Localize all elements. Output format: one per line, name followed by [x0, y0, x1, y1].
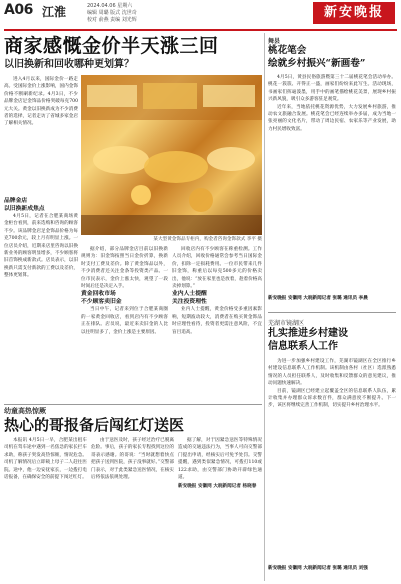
right-story-1-subtitle: 绘就乡村振兴“新画卷” — [268, 58, 366, 69]
right-story-2-title: 扎实推进乡村建设 — [268, 328, 348, 339]
right-story-1-body — [268, 74, 396, 294]
date-line-2: 编辑 周璐 版式 沈世奇 — [87, 10, 137, 16]
right-story-2-body — [268, 358, 396, 564]
feature-byline: 新安晚报 安徽网 大皖新闻记者 杨晓春 — [178, 484, 257, 490]
right-paragraph: 近年来，当地依托桃花资源优势，大力发展乡村旅游，推动农文旅融合发展。桃花笔会已经连续举办多届，成为当地一张亮丽的文化名片，带动了周边民宿、农家乐等产业发展，助力村民增收致富。 — [268, 104, 396, 132]
masthead — [0, 0, 401, 34]
lead-paragraph: 业内人士提醒，黄金价格受多重因素影响，短期波动较大，消费者在购买黄金饰品时应理性看待，投资者更需注意风险，不宜盲目追高。 — [172, 307, 262, 335]
column-divider — [264, 33, 265, 581]
feature-paragraph: 由于送医及时，孩子经过治疗已脱离危险。事后，孩子的家长专程找到这位的哥表示感谢。的哥说：“当时就想着快点把孩子送到医院，孩子没事就好。”交警部门表示，对于此类紧急送医情况，在核实后将依法依规处理。 — [91, 438, 174, 481]
lead-paragraph: 4月5日，记者在合肥某商场黄金柜台看到，前来选购和咨询的顾客不少。该品牌金店足金饰品价格为每克700余元，较上月有明显上涨。一位店员介绍，近期来店里咨询以旧换新业务的顾客明显增多，不少顾客将旧首饰换成新款式。店员表示，以旧换新只需支付新款的工费以及差价，整体更划算。 — [4, 214, 78, 279]
right-story-1-title: 桃花笔会 — [268, 45, 307, 56]
section-separator — [4, 404, 262, 405]
lead-paragraph: 进入4月以来，国际金价一路走高。受国际金价上涨影响，国内金饰价格不断刷新纪录。4月3日，不少品牌金店足金饰品价格突破每克700元大关。黄金以旧换新成为不少消费者的选择，记者走访了省城多家金店了解相关情况。 — [4, 77, 78, 127]
lead-subheading: 黄金回收市场 — [81, 291, 116, 298]
date-line-1: 2024.04.06 星期六 — [87, 3, 133, 9]
right-story-2-subtitle: 信息联系人工作 — [268, 341, 338, 352]
feature-column-3 — [178, 437, 262, 582]
lead-column-2 — [81, 246, 168, 404]
lead-paragraph: 回收店内有不少顾客在称重检测。工作人员介绍，回收价格通常会参考当日国际金价，扣除一定损耗费用。一位市民带来几件旧金饰，称重后以每克500多元的价格卖出，他说：“放在家里也是放着，趁着价格高卖掉划算。” — [172, 247, 262, 290]
feature-headline: 热心的哥报备后闯红灯送医 — [4, 416, 185, 434]
feature-paragraph: 据了解，对于因紧急送医等特殊情况造成的交通违法行为，当事人可向交警部门提出申请，经核实后可免予处罚。交警提醒，遇到类似紧急情况，可拨打110或122求助，由交警部门协助开辟绿色通道。 — [178, 438, 262, 481]
top-rule — [4, 29, 397, 31]
gold-jewelry-photo — [81, 75, 262, 235]
right-paragraph: 4月5日，黄县民俗旅游暨第三十二届桃花笔会活动举办。桃花一簇簇、开得正一盛，画家们纷纷来此写生。活动现场，书画家们挥毫泼墨，用手中的画笔描绘桃花美景，展现乡村振兴新风貌，吸引众多游客驻足观赏。 — [268, 75, 396, 103]
feature-kicker: 幼童高热惊厥 — [4, 406, 46, 415]
right-story-2-byline: 新安晚报 安徽网 大皖新闻记者 张璐 通讯员 刘强 — [268, 566, 368, 571]
lead-subheading: 业内人士提醒 — [172, 291, 207, 298]
lead-headline: 商家感慨金价半天涨三回 — [4, 35, 219, 57]
lead-column-1-sub — [4, 197, 78, 405]
lead-subheading: 品牌金店 — [4, 198, 28, 204]
feature-column-1 — [4, 437, 87, 582]
lead-subheading-2: 以旧换新成焦点 — [4, 206, 45, 212]
feature-paragraph: 本报讯 4月5日一早，合肥某出租车司机在驾车途中遇到一名焦急的家长拦车求助，称孩子突发高热惊厥，情况危急。司机了解情况后立即载上母子二人赶往医院。途中，他一边安抚家长，一边拨打电话报备，在确保安全的前提下闯过红灯。 — [4, 438, 87, 481]
date-line-3: 校对 俞燕 责编 刘光辉 — [87, 17, 137, 23]
lead-subhead: 以旧换新和回收哪种更划算？ — [4, 59, 134, 70]
feature-column-2 — [91, 437, 174, 582]
lead-paragraph: 当日中午，记者来到位于合肥某商圈的一家黄金回收店，看到店内有不少顾客正在排队。店员说，最近来卖旧金的人比以往明显多了，金价上涨是主要原因。 — [81, 307, 168, 335]
right-paragraph: 为进一步加强乡村建设工作，芜湖市镜湖区在全区推行乡村建设信息联系人工作机制。该机制由各村（社区）选派熟悉情况的人员担任联系人，及时收集和反馈群众的意见建议，推动问题快速解决。 — [268, 359, 396, 387]
photo-caption: 某大型黄金饰品专柜内，购金者咨询金饰款式 李平 摄 — [153, 237, 262, 242]
newspaper-logo: 新安晚报 — [313, 2, 395, 24]
right-separator — [268, 312, 396, 313]
lead-column-3 — [172, 246, 262, 404]
lead-subheading-2: 关注投资理性 — [172, 299, 207, 306]
lead-subheading-2: 不少顾客卖旧金 — [81, 299, 122, 306]
right-story-2-kicker: 芜湖市镜湖区 — [268, 320, 305, 327]
lead-paragraph: 据介绍，部分品牌金店目前以旧换新规则为：旧金饰按照当日金价折算，换新时支付工费及差价。除了黄金饰品以外，不少消费者还关注金条等投资类产品。一位市民表示，金价上涨太快，观望了一段时间后还是决定入手。 — [81, 247, 168, 290]
date-editor-info — [87, 3, 137, 24]
right-paragraph: 目前，镜湖区已经建立起覆盖全区的信息联系人队伍，累计收集并办理群众诉求数百件，群众满意度不断提升。下一步，该区将继续完善工作机制，切实提升乡村治理水平。 — [268, 388, 396, 409]
right-story-1-byline: 新安晚报 安徽网 大皖新闻记者 张璐 通讯员 李晨 — [268, 296, 368, 301]
section-number: A06 — [4, 2, 33, 18]
right-story-1-kicker: 舞县 — [268, 38, 281, 45]
lead-column-1-top — [4, 76, 78, 195]
section-name: 江淮 — [42, 5, 67, 19]
